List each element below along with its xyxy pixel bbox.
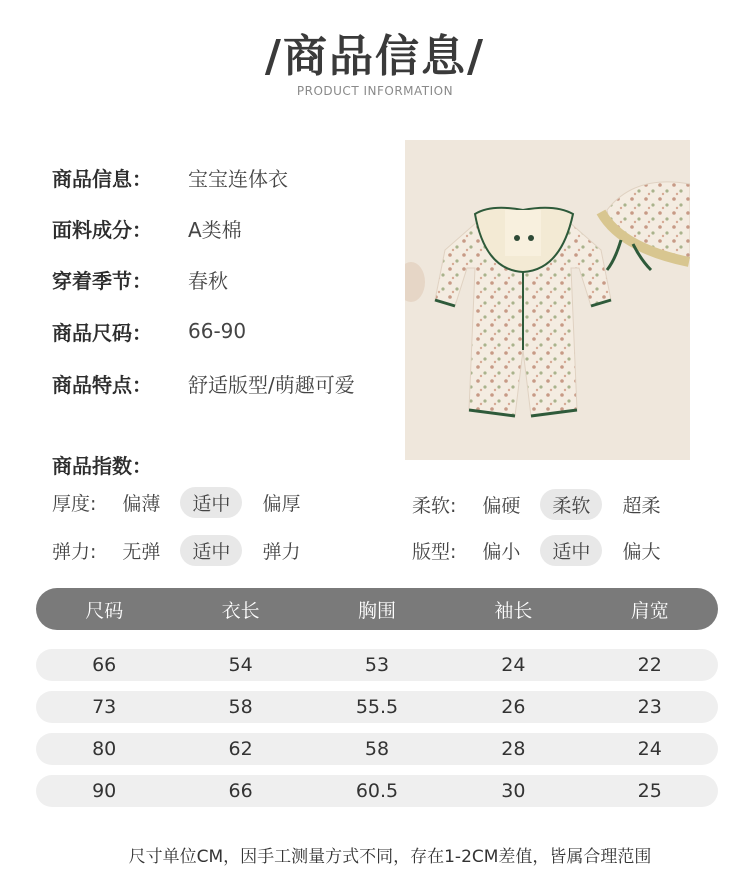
table-cell: 66 bbox=[92, 654, 117, 676]
index-label: 弹力: bbox=[52, 540, 97, 563]
table-row bbox=[36, 775, 718, 807]
product-photo bbox=[405, 140, 690, 460]
table-cell: 26 bbox=[501, 696, 526, 718]
index-option-selected: 适中 bbox=[540, 535, 602, 566]
index-option: 弹力 bbox=[262, 540, 301, 563]
info-row-features bbox=[52, 368, 355, 398]
size-table-header bbox=[36, 588, 718, 630]
index-label: 版型: bbox=[412, 540, 457, 563]
index-option-selected: 适中 bbox=[180, 535, 242, 566]
info-value: 春秋 bbox=[188, 268, 228, 293]
info-value: 66-90 bbox=[188, 319, 247, 343]
info-value: 宝宝连体衣 bbox=[188, 166, 288, 191]
header-cell: 袖长 bbox=[494, 599, 533, 622]
index-option-selected: 适中 bbox=[180, 487, 242, 518]
table-cell: 24 bbox=[637, 738, 662, 760]
info-label: 商品尺码： bbox=[52, 320, 152, 345]
table-cell: 25 bbox=[637, 780, 662, 802]
measurement-note: 尺寸单位CM，因手工测量方式不同，存在1-2CM差值，皆属合理范围 bbox=[128, 847, 652, 867]
info-row-size bbox=[52, 316, 246, 346]
header-cell: 尺码 bbox=[85, 599, 124, 622]
table-row bbox=[36, 691, 718, 723]
table-cell: 58 bbox=[228, 696, 253, 718]
page-subtitle: PRODUCT INFORMATION bbox=[296, 84, 454, 98]
table-cell: 23 bbox=[637, 696, 662, 718]
table-cell: 53 bbox=[364, 654, 390, 676]
index-row-elasticity bbox=[52, 534, 320, 566]
info-value: A类棉 bbox=[188, 217, 242, 242]
info-row-name bbox=[52, 162, 288, 192]
table-cell: 58 bbox=[364, 738, 390, 760]
header-cell: 胸围 bbox=[357, 599, 396, 622]
table-cell: 62 bbox=[228, 738, 253, 760]
index-option: 超柔 bbox=[622, 494, 661, 517]
info-label: 面料成分： bbox=[52, 217, 152, 242]
table-cell: 80 bbox=[92, 738, 117, 760]
table-cell: 66 bbox=[228, 780, 253, 802]
index-row-fit bbox=[412, 534, 680, 566]
index-label: 柔软: bbox=[412, 494, 457, 517]
index-option: 偏硬 bbox=[482, 494, 521, 517]
table-row bbox=[36, 649, 718, 681]
info-value: 舒适版型/萌趣可爱 bbox=[188, 372, 355, 397]
info-row-season bbox=[52, 264, 228, 294]
info-label: 商品特点： bbox=[52, 372, 152, 397]
index-label: 厚度: bbox=[52, 492, 97, 515]
info-label: 商品信息： bbox=[52, 166, 152, 191]
index-option: 偏大 bbox=[622, 540, 661, 563]
index-option: 无弹 bbox=[122, 540, 161, 563]
table-cell: 22 bbox=[637, 654, 662, 676]
info-row-fabric bbox=[52, 213, 242, 243]
index-option: 偏厚 bbox=[262, 492, 301, 515]
table-cell: 54 bbox=[228, 654, 253, 676]
table-cell: 73 bbox=[92, 696, 117, 718]
header-cell: 肩宽 bbox=[630, 599, 669, 622]
table-cell: 90 bbox=[92, 780, 117, 802]
table-row bbox=[36, 733, 718, 765]
info-label: 穿着季节： bbox=[52, 268, 152, 293]
page-title: /商品信息/ bbox=[264, 31, 486, 82]
index-heading: 商品指数： bbox=[52, 454, 152, 478]
table-cell: 60.5 bbox=[355, 780, 399, 802]
header-cell: 衣长 bbox=[221, 599, 260, 622]
table-cell: 30 bbox=[501, 780, 526, 802]
page-header bbox=[0, 30, 750, 98]
index-option: 偏小 bbox=[482, 540, 521, 563]
table-cell: 28 bbox=[501, 738, 526, 760]
table-cell: 24 bbox=[501, 654, 526, 676]
index-option: 偏薄 bbox=[122, 492, 161, 515]
index-option-selected: 柔软 bbox=[540, 489, 602, 520]
index-row-thickness bbox=[52, 486, 320, 518]
table-cell: 55.5 bbox=[355, 696, 399, 718]
index-row-softness bbox=[412, 488, 680, 520]
romper-illustration-icon bbox=[405, 140, 690, 460]
